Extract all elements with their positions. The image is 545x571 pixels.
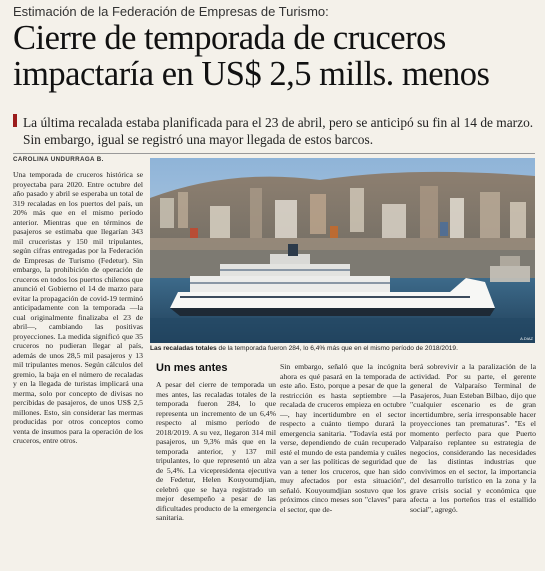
divider: [13, 153, 535, 154]
headline: Cierre de temporada de cruceros impactaría en US$ 2,5 mills. menos: [13, 19, 490, 93]
caption-text: de la temporada fueron 284, lo 6,4% más que en el mismo período de 2018/2019.: [216, 345, 458, 352]
article-column-1: [13, 170, 143, 446]
harbor-photo: [150, 158, 535, 343]
article-text: berá sobrevivir a la paralización de la actividad. Por su parte, el gerente general de Valparaíso Terminal de Pasajeros, Juan Esteban Bilbao, dijo que "cualquier escenario es de gran incertidumbre, sería irresponsable hacer proyecciones tan prematuras". "Es el momento perfecto para que Puerto Valparaíso replantee su estrategia de negocios, considerando las necesidades de las distintas industrias que convivimos en el sector, la importancia del desarrollo turístico en la zona y la grave crisis social y económica que afecta a los porteños tras el estallido social", agregó.: [410, 362, 536, 514]
deck-text: La última recalada estaba planificada para el 23 de abril, pero se anticipó su fin al 14 de marzo. Sin embargo, igual se registró una mayor llegada de estos barcos.: [23, 115, 534, 147]
deck: [13, 114, 538, 148]
byline: CAROLINA UNDURRAGA B.: [13, 156, 104, 163]
kicker: Estimación de la Federación de Empresas de Turismo:: [13, 4, 329, 19]
caption-lead: Las recaladas totales: [150, 345, 217, 352]
article-text: A pesar del cierre de temporada un mes antes, las recaladas totales de la temporada fueron 284, lo que representa un incremento de un 6,4% respecto al mismo período de 2018/2019. A su vez, llegaron 314 mil pasajeros, un 9,3% más que en la temporada anterior, y 137 mil tripulantes, lo que representó un alza de 5,4%. La vicepresidenta ejecutiva de Fedetur, Helen Kouyoumdjian, celebró que se haya registrado un mejor desempeño a pesar de las dificultades producto de la emergencia sanitaria.: [156, 380, 276, 522]
article-column-4: [410, 362, 536, 514]
subhead: Un mes antes: [156, 362, 228, 374]
article-column-2: [156, 380, 276, 523]
cruise-ship-harbor-image: [150, 158, 535, 343]
article-column-3: [280, 362, 406, 514]
photo-credit: A.DIAZ: [520, 336, 533, 341]
article-text: Una temporada de cruceros histórica se proyectaba para 2020. Entre octubre del año pasado y abril se esperaba un total de 319 recaladas en los puertos del país, un 20% más que en el mismo período anterior. Mientras que en términos de pasajeros se estimaba que llegarían 343 mil cruceristas y 150 mil tripulantes, según cifras entregadas por la Federación de Empresas de Turismo (Fedetur). Sin embargo, la prohibición de operación de cruceros en todos los puertos chilenos que anunció el Gobierno el 14 de marzo para evitar la propagación de covid-19 terminó anticipadamente con la temporada —la cual originalmente finalizaba el 23 de abril—, cambiando las positivas proyecciones. La medida significó que 35 cruceros no pudieran llegar al país, además de unos 28,5 mil pasajeros y 13 mil tripulantes menos. Según cálculos del gremio, la baja en el número de recaladas y en la llegada de turistas implicará una merma, solo por concepto de divisas no percibidas de pasajeros, de unos US$ 2,5 millones. Esto, sin considerar las mermas producidas por otros conceptos como venta de insumos para la operación de los cruceros, entre otros.: [13, 170, 143, 445]
article-text: Sin embargo, señaló que la incógnita ahora es qué pasará en la temporada de este año. Esto, porque a pesar de que la restricción es hasta septiembre —la recalada de cruceros empieza en octubre—, hay incertidumbre en el sector respecto a cuánto tiempo durará la emergencia sanitaria. "Todavía está por verse, dependiendo de cuán recuperado esté el mundo de esta pandemia y cuáles van a ser las políticas de seguridad que van a tener los cruceros, que han sido muy afectados por esta situación", señaló. Kouyoumdjian sostuvo que los próximos cinco meses son "claves" para el sector, que de-: [280, 362, 406, 514]
photo-caption: [150, 345, 535, 353]
